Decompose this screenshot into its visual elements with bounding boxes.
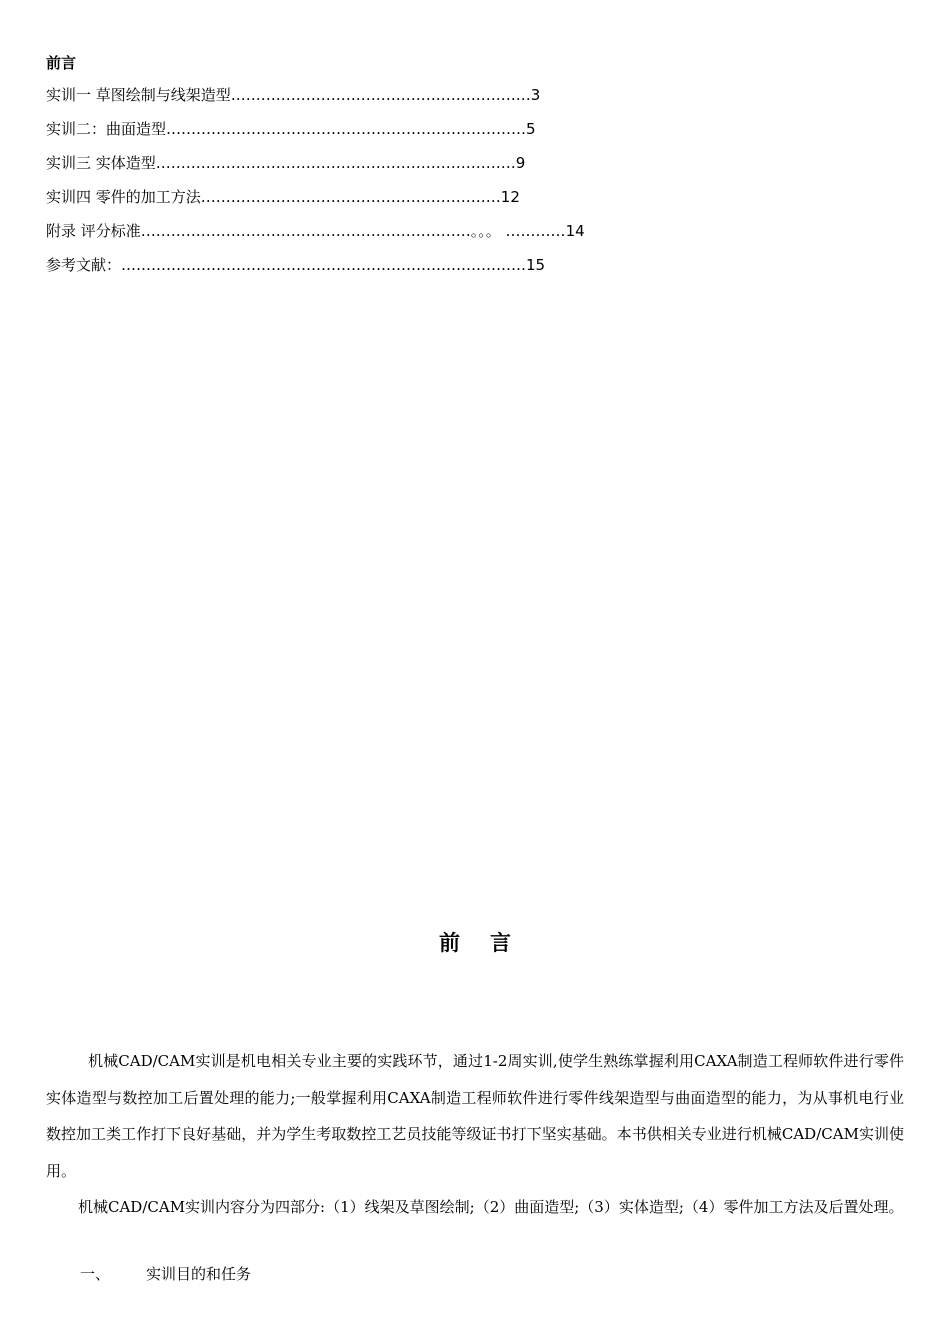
- toc-entry[interactable]: [46, 119, 686, 153]
- toc-entry[interactable]: [46, 153, 686, 187]
- toc-entry[interactable]: [46, 255, 686, 289]
- toc-entry-leader: ……………………………………………………: [230, 86, 531, 104]
- toc-entry-label: 实训一 草图绘制与线架造型: [46, 86, 231, 104]
- toc-entry-label: 实训四 零件的加工方法: [46, 188, 201, 206]
- toc-entry-leader: ……………………………………………………: [200, 188, 501, 206]
- toc-entry[interactable]: [46, 221, 686, 255]
- toc-entry-label: 实训三 实体造型: [46, 154, 156, 172]
- toc-entry-label: 实训二：曲面造型: [46, 120, 167, 138]
- toc-entry-page: 3: [530, 86, 541, 104]
- toc-entry-leader: …………………………………………………………。。。 …………: [140, 222, 566, 240]
- toc-heading: 前言: [46, 54, 77, 72]
- preface-paragraph: 机械CAD/CAM实训内容分为四部分:（1）线架及草图绘制;（2）曲面造型;（3）实体造型;（4）零件加工方法及后置处理。: [78, 1198, 904, 1216]
- toc-entry-label: 参考文献：: [46, 256, 122, 274]
- section-number: 一、: [80, 1265, 111, 1283]
- toc-entry-label: 附录 评分标准: [46, 222, 141, 240]
- toc-entry-leader: ………………………………………………………………: [166, 120, 527, 138]
- section-title: 实训目的和任务: [146, 1265, 252, 1283]
- toc-entry-page: 5: [526, 120, 536, 138]
- toc-entry-page: 9: [515, 154, 526, 172]
- toc-entry-page: 12: [500, 188, 520, 206]
- toc-entry-leader: ………………………………………………………………: [155, 154, 516, 172]
- toc-entry[interactable]: [46, 85, 686, 119]
- preface-title: 前言: [439, 931, 541, 955]
- table-of-contents: [46, 52, 686, 289]
- toc-entry-leader: ………………………………………………………………………: [121, 256, 527, 274]
- preface-body: [46, 1043, 904, 1226]
- section-heading: [80, 1262, 251, 1286]
- toc-entry-page: 14: [565, 222, 585, 240]
- toc-entry-page: 15: [526, 256, 546, 274]
- preface-paragraph: 机械CAD/CAM实训是机电相关专业主要的实践环节，通过1-2周实训,使学生熟练掌握利用CAXA制造工程师软件进行零件实体造型与数控加工后置处理的能力;一般掌握利用CAXA制造工程师软件进行零件线架造型与曲面造型的能力，为从事机电行业数控加工类工作打下良好基础，并为学生考取数控工艺员技能等级证书打下坚实基础。本书供相关专业进行机械CAD/CAM实训使用。: [46, 1052, 904, 1180]
- toc-entry[interactable]: [46, 187, 686, 221]
